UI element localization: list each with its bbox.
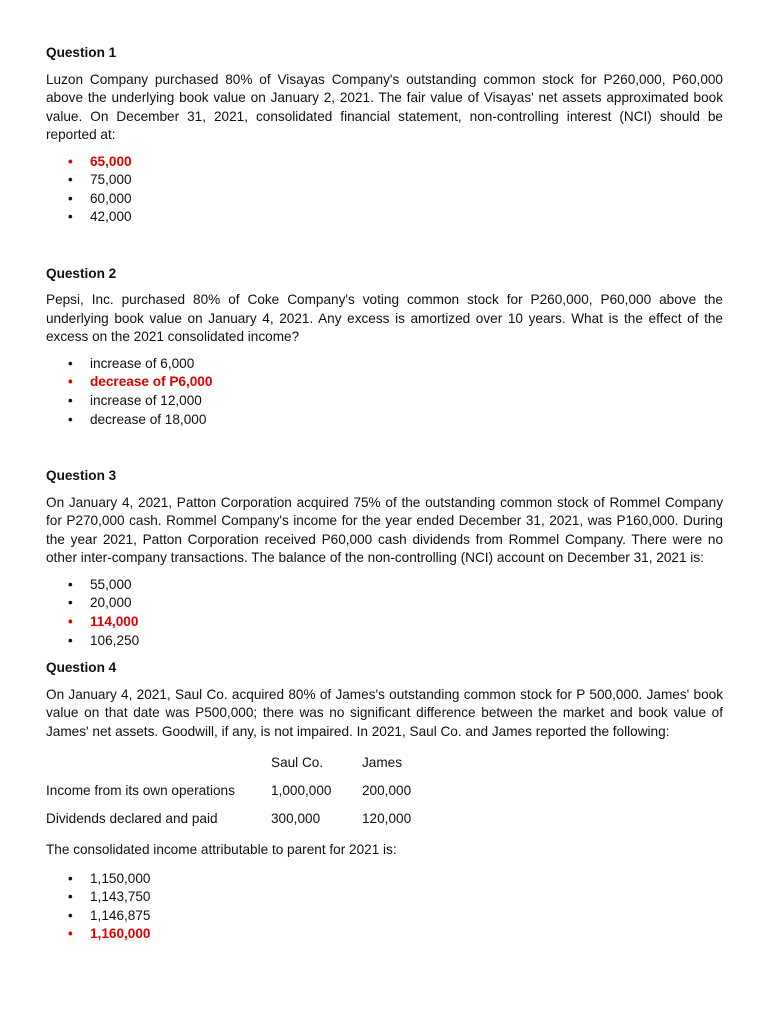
answer-option-correct — [68, 613, 723, 632]
table-header-cell: Saul Co. — [271, 754, 324, 770]
question-text: Luzon Company purchased 80% of Visayas Company's outstanding common stock for P260,000, P60,000 above the underlying book value on January 2, 2021. The fair value of Visayas' net assets approximated book value. On December 31, 2021, consolidated financial statement, non-controlling interest (NCI) should be reported at: — [46, 71, 723, 142]
bullet-icon: • — [68, 907, 73, 923]
option-text: 106,250 — [90, 632, 140, 648]
answer-option — [68, 632, 723, 651]
answer-option — [68, 355, 723, 374]
financial-table — [46, 749, 442, 833]
answer-option — [68, 576, 723, 595]
option-text: 20,000 — [90, 595, 132, 611]
bullet-icon: • — [68, 172, 73, 188]
answer-option — [68, 208, 723, 227]
question-2 — [46, 265, 723, 429]
bullet-icon: • — [68, 209, 73, 225]
answer-options — [46, 153, 723, 227]
option-text: increase of 6,000 — [90, 355, 195, 371]
table-row — [46, 805, 442, 833]
bullet-icon: • — [68, 870, 73, 886]
answer-option — [68, 870, 723, 889]
answer-option-correct — [68, 925, 723, 944]
option-text: 114,000 — [90, 613, 139, 629]
answer-option — [68, 594, 723, 613]
table-header-cell — [46, 749, 271, 777]
table-row — [46, 777, 442, 805]
option-text: 60,000 — [90, 190, 132, 206]
option-text: 1,160,000 — [90, 926, 151, 942]
answer-options — [46, 576, 723, 650]
question-title: Question 4 — [46, 660, 117, 676]
question-4 — [46, 659, 723, 944]
question-text: On January 4, 2021, Saul Co. acquired 80% of James's outstanding common stock for P 500,000. James' book value on that date was P500,000; there was no significant difference between the market and book value of James' net assets. Goodwill, if any, is not impaired. In 2021, Saul Co. and James reported the following: — [46, 686, 723, 739]
answer-option — [68, 411, 723, 430]
question-3 — [46, 467, 723, 650]
question-text: On January 4, 2021, Patton Corporation acquired 75% of the outstanding common stock of Rommel Company for P270,000 cash. Rommel Company's income for the year ended December 31, 2021, was P160,000. During the year 2021, Patton Corporation received P60,000 cash dividends from Rommel Company. There were no other inter-company transactions. The balance of the non-controlling (NCI) account on December 31, 2021 is: — [46, 494, 723, 566]
table-cell: 200,000 — [362, 782, 412, 798]
answer-option — [68, 907, 723, 926]
bullet-icon: • — [68, 190, 73, 206]
answer-option-correct — [68, 373, 723, 392]
bullet-icon: • — [68, 374, 73, 390]
question-title: Question 1 — [46, 45, 117, 60]
option-text: increase of 12,000 — [90, 393, 202, 409]
table-header-row — [46, 749, 442, 777]
bullet-icon: • — [68, 613, 73, 629]
option-text: 42,000 — [90, 209, 132, 225]
bullet-icon: • — [68, 576, 73, 592]
answer-option — [68, 392, 723, 411]
option-text: 65,000 — [90, 153, 132, 169]
bullet-icon: • — [68, 153, 73, 169]
answer-option-correct — [68, 153, 723, 172]
answer-option — [68, 888, 723, 907]
bullet-icon: • — [68, 595, 73, 611]
table-cell: Income from its own operations — [46, 782, 235, 798]
question-prompt: The consolidated income attributable to parent for 2021 is: — [46, 842, 397, 858]
bullet-icon: • — [68, 411, 73, 427]
question-1 — [46, 44, 723, 227]
bullet-icon: • — [68, 889, 73, 905]
answer-options — [46, 870, 723, 944]
option-text: decrease of P6,000 — [90, 374, 213, 390]
answer-option — [68, 171, 723, 190]
table-cell: 300,000 — [271, 810, 321, 826]
question-text: Pepsi, Inc. purchased 80% of Coke Company's voting common stock for P260,000, P60,000 above the underlying book value on January 4, 2021. Any excess is amortized over 10 years. What is the effect of the excess on the 2021 consolidated income? — [46, 292, 723, 345]
option-text: 1,146,875 — [90, 907, 151, 923]
table-header-cell: James — [362, 754, 403, 770]
answer-options — [46, 355, 723, 429]
answer-option — [68, 190, 723, 209]
option-text: 1,143,750 — [90, 889, 151, 905]
bullet-icon: • — [68, 926, 73, 942]
option-text: decrease of 18,000 — [90, 411, 207, 427]
question-title: Question 3 — [46, 468, 117, 484]
bullet-icon: • — [68, 393, 73, 409]
document-page — [46, 44, 723, 944]
option-text: 1,150,000 — [90, 870, 151, 886]
option-text: 75,000 — [90, 172, 132, 188]
table-cell: 120,000 — [362, 810, 412, 826]
bullet-icon: • — [68, 355, 73, 371]
option-text: 55,000 — [90, 576, 132, 592]
bullet-icon: • — [68, 632, 73, 648]
question-title: Question 2 — [46, 265, 117, 281]
table-cell: Dividends declared and paid — [46, 810, 218, 826]
table-cell: 1,000,000 — [271, 782, 332, 798]
